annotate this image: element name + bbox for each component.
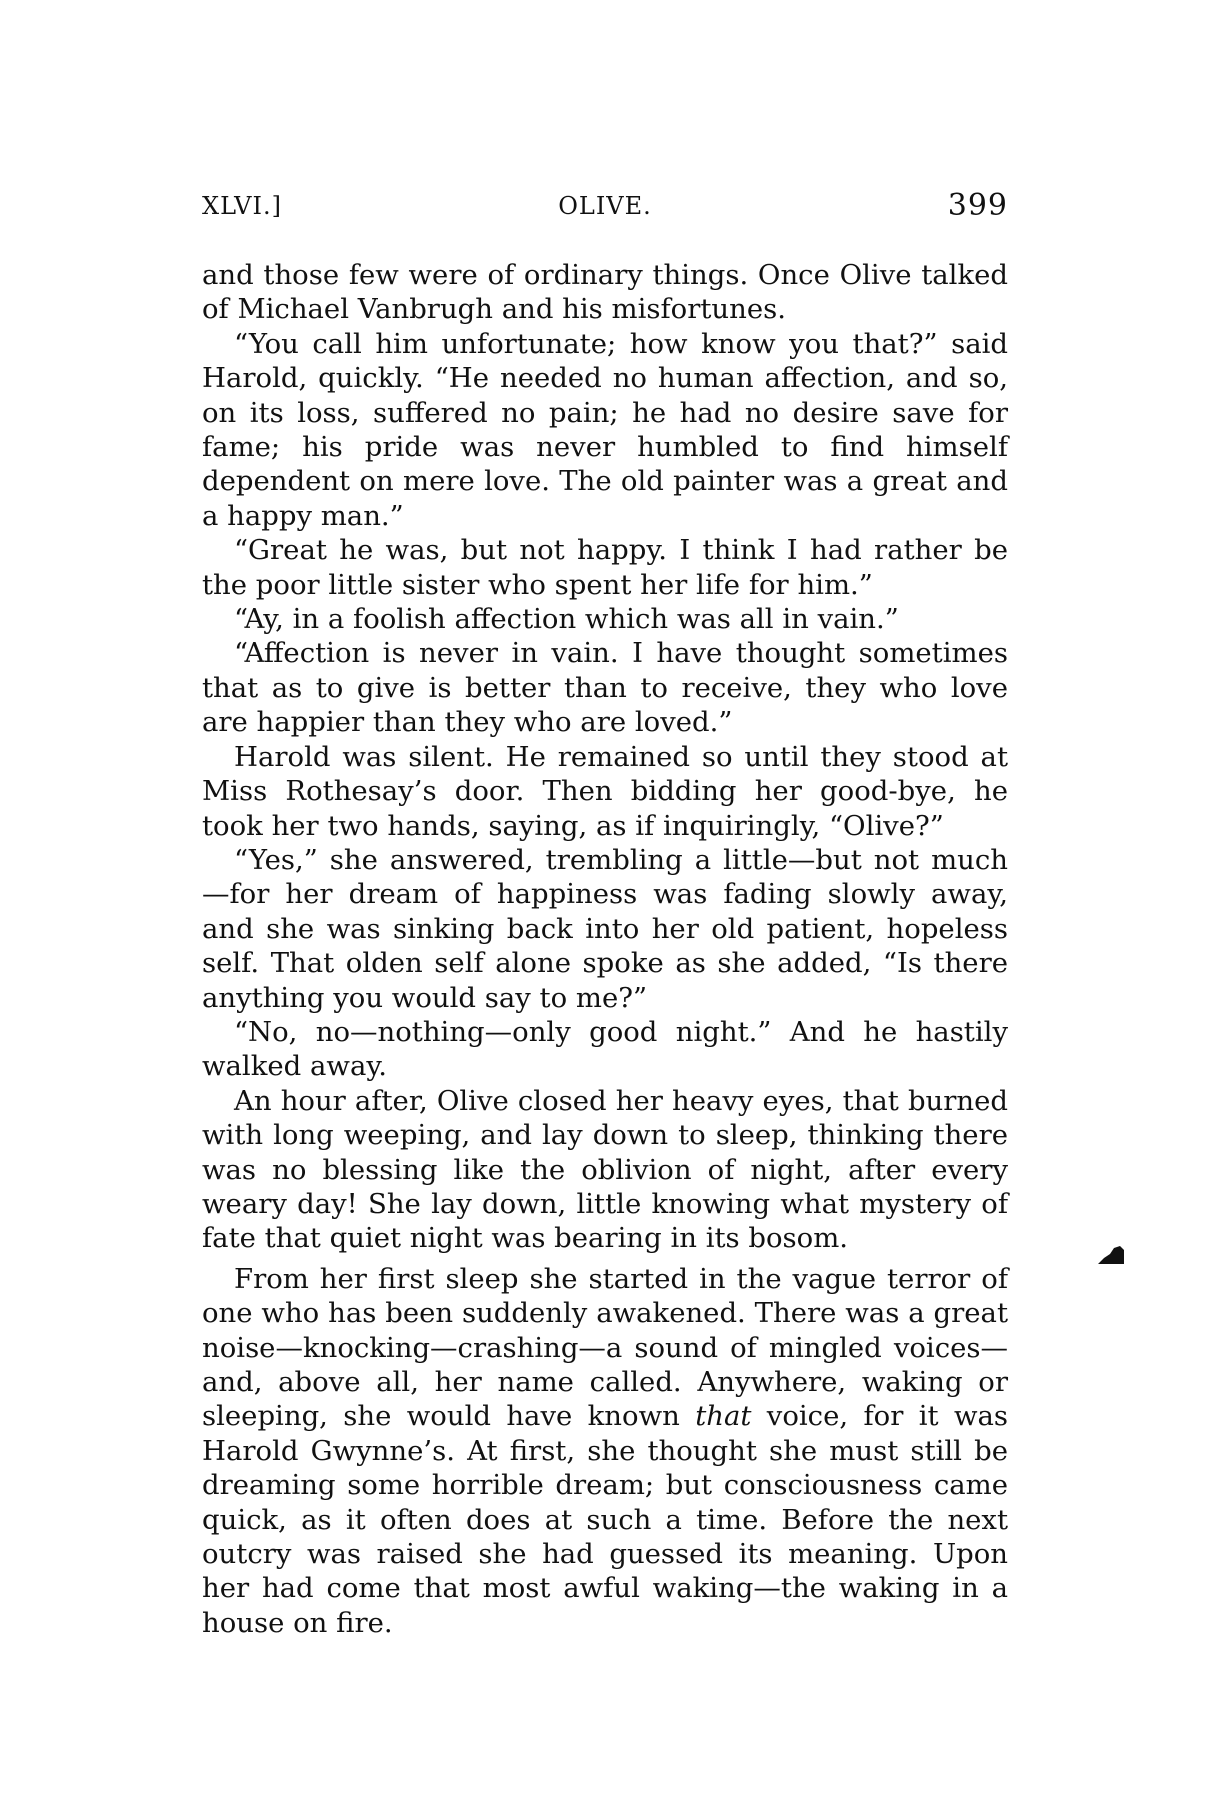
- paragraph-2: “You call him unfortunate; how know you that?” said Harold, quickly. “He needed no human affection, and so, on its loss, suffered no pain; he had no desire save for fame; his pride was never humbled to find himself dependent on mere love. The old painter was a great and a happy man.”: [202, 327, 1008, 532]
- paragraph-6: Harold was silent. He remained so until they stood at Miss Rothesay’s door. Then bidding her good-bye, he took her two hands, saying, as if inquiringly, “Olive?”: [202, 740, 1008, 842]
- paragraph-4: “Ay, in a foolish affection which was all in vain.”: [234, 603, 899, 636]
- book-title: OLIVE.: [558, 192, 652, 220]
- ink-mark-icon: [1096, 1244, 1126, 1266]
- page-number: 399: [947, 188, 1008, 223]
- paragraph-8: “No, no—nothing—only good night.” And he hastily walked away.: [202, 1015, 1008, 1083]
- paragraph-10-after: voice, for it was Harold Gwynne’s. At first, she thought she must still be dreaming some horrible dream; but consciousness came quick, as it often does at such a time. Before the next outcry was raised she had guessed its meaning. Upon her had come that most awful waking—the waking in a house on fire.: [202, 1400, 1009, 1639]
- chapter-number: XLVI.]: [202, 192, 282, 220]
- paragraph-3: “Great he was, but not happy. I think I had rather be the poor little sister who spent her life for him.”: [202, 534, 1008, 601]
- body-text: [202, 258, 1008, 1640]
- paragraph-5: “Affection is never in vain. I have thought sometimes that as to give is better than to receive, they who love are happier than they who are loved.”: [202, 637, 1008, 739]
- paragraph-10-emphasis: that: [695, 1400, 752, 1433]
- paragraph-10-before: From her first sleep she started in the vague terror of one who has been suddenly awakened. There was a great noise—knocking—crashing—a sound of mingled voices—and, above all, her name called. Anywhere, waking or sleeping, she would have known: [202, 1262, 1008, 1433]
- paragraph-9: An hour after, Olive closed her heavy eyes, that burned with long weeping, and lay down to sleep, thinking there was no blessing like the oblivion of night, after every weary day! She lay down, little knowing what mystery of fate that quiet night was bearing in its bosom.: [202, 1084, 1008, 1255]
- paragraph-7: “Yes,” she answered, trembling a little—but not much—for her dream of happiness was fading slowly away, and she was sinking back into her old patient, hopeless self. That olden self alone spoke as she added, “Is there anything you would say to me?”: [202, 843, 1008, 1014]
- paragraph-1: and those few were of ordinary things. Once Olive talked of Michael Vanbrugh and his misfortunes.: [202, 259, 1008, 326]
- running-head: [202, 188, 1008, 232]
- paragraph-10: [202, 1262, 1008, 1640]
